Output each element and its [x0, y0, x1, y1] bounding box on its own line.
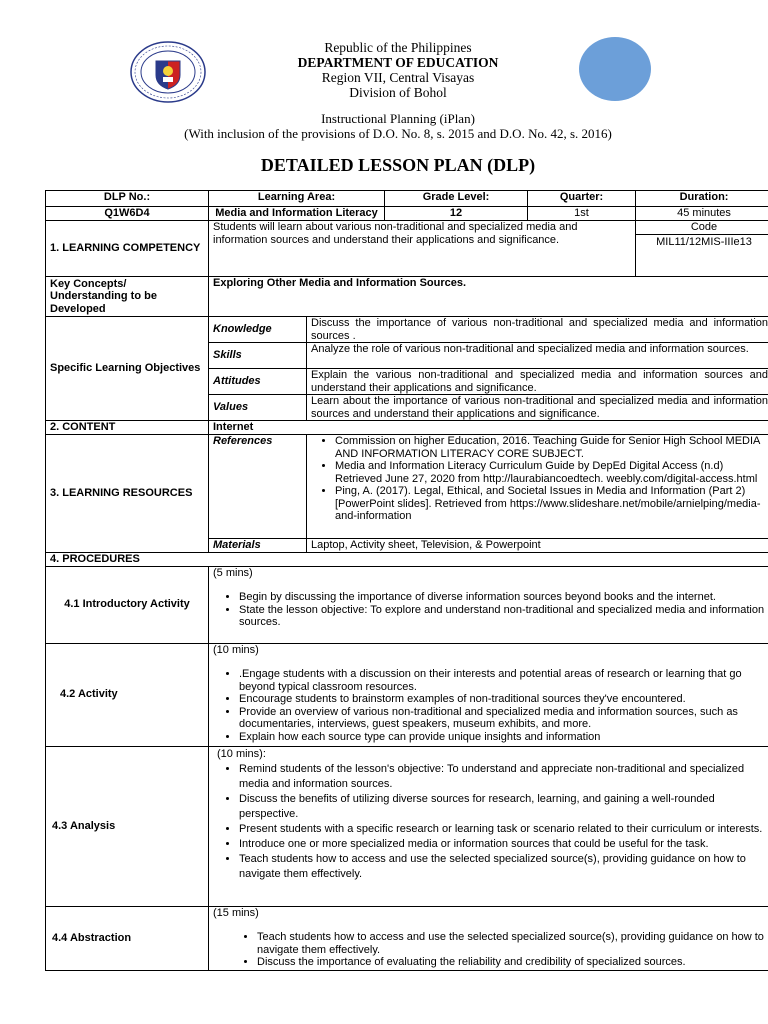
analysis-time: (10 mins):	[217, 747, 266, 760]
objective-knowledge-row	[46, 317, 768, 343]
iplan-block	[0, 112, 768, 141]
list-item: • Present students with a specific research or learning task or scenario related to their curriculum or interests.	[239, 822, 768, 837]
iplan-text: Instructional Planning (iPlan)	[321, 111, 475, 126]
analysis-label: 4.3 Analysis	[46, 746, 209, 906]
competency-code-cell	[636, 221, 768, 277]
dlp-no-value: Q1W6D4	[46, 207, 209, 221]
attitudes-text: Explain the various non-traditional and specialized media and information sources and understand their applications and significance.	[307, 369, 768, 395]
region-text: Region VII, Central Visayas	[321, 70, 475, 85]
key-concepts-text: Exploring Other Media and Information Sources.	[209, 277, 768, 317]
list-item: • Remind students of the lesson's objective: To understand and appreciate non-traditional and specialized media and information sources.	[239, 762, 768, 792]
list-item: • Begin by discussing the importance of diverse information sources beyond books and the internet.	[239, 591, 768, 604]
intro-activity-row	[46, 566, 768, 643]
info-header-row	[46, 191, 768, 207]
attitudes-label: Attitudes	[209, 369, 307, 395]
duration-label: Duration:	[636, 191, 768, 207]
skills-label: Skills	[209, 343, 307, 369]
learning-area-value: Media and Information Literacy	[209, 207, 385, 221]
department-text: DEPARTMENT OF EDUCATION	[297, 55, 499, 70]
procedures-label: 4. PROCEDURES	[46, 552, 768, 566]
competency-label: 1. LEARNING COMPETENCY	[46, 221, 209, 277]
list-item: • Teach students how to access and use the selected specialized source(s), providing guidance on how to navigate them effectively.	[257, 931, 768, 956]
content-row	[46, 421, 768, 435]
activity-row	[46, 643, 768, 746]
list-item: • Introduce one or more specialized media or information sources that could be useful for the task.	[239, 837, 768, 852]
learning-area-label: Learning Area:	[209, 191, 385, 207]
quarter-label: Quarter:	[528, 191, 636, 207]
abstraction-row	[46, 906, 768, 970]
division-text: Division of Bohol	[349, 85, 447, 100]
header-lines	[0, 40, 768, 100]
info-value-row	[46, 207, 768, 221]
values-label: Values	[209, 395, 307, 421]
duration-value: 45 minutes	[636, 207, 768, 221]
key-concepts-label: Key Concepts/ Understanding to be Developed	[46, 277, 209, 317]
content-text: Internet	[209, 421, 768, 435]
values-text: Learn about the importance of various non-traditional and specialized media and information sources and understand their applications and significance.	[307, 395, 768, 421]
reference-item: • Commission on higher Education, 2016. Teaching Guide for Senior High School MEDIA AND INFORMATION LITERACY CORE SUBJECT.	[335, 435, 768, 460]
list-item: • Discuss the importance of evaluating the reliability and credibility of specialized sources.	[257, 956, 768, 969]
competency-text: Students will learn about various non-traditional and specialized media and information sources and understand their applications and significance.	[209, 221, 636, 277]
objectives-label: Specific Learning Objectives	[46, 317, 209, 421]
references-label: References	[209, 435, 307, 539]
reference-item: • Media and Information Literacy Curriculum Guide by DepEd Digital Access (n.d) Retrieved June 27, 2020 from http://laurabiancoedtech. weebly.com/digital-access.html	[335, 460, 768, 485]
list-item: • Explain how each source type can provide unique insights and information	[239, 731, 768, 744]
republic-text: Republic of the Philippines	[324, 40, 472, 55]
content-label: 2. CONTENT	[46, 421, 209, 435]
activity-cell	[209, 643, 768, 746]
activity-time: (10 mins)	[213, 643, 259, 656]
list-item: • Teach students how to access and use the selected specialized source(s), providing guidance on how to navigate them effectively.	[239, 852, 768, 882]
references-cell	[307, 435, 768, 539]
references-row	[46, 435, 768, 539]
page-title: DETAILED LESSON PLAN (DLP)	[260, 155, 536, 175]
grade-level-value: 12	[385, 207, 528, 221]
list-item: • State the lesson objective: To explore and understand non-traditional and specialized media and information sources.	[239, 604, 768, 629]
intro-activity-cell	[209, 566, 768, 643]
grade-level-label: Grade Level:	[385, 191, 528, 207]
activity-list	[213, 668, 768, 743]
competency-row	[46, 221, 768, 277]
knowledge-label: Knowledge	[209, 317, 307, 343]
code-label: Code	[690, 221, 718, 233]
abstraction-label: 4.4 Abstraction	[46, 906, 209, 970]
analysis-cell	[209, 746, 768, 906]
abstraction-cell	[209, 906, 768, 970]
intro-time: (5 mins)	[213, 566, 253, 579]
inclusion-text: (With inclusion of the provisions of D.O. No. 8, s. 2015 and D.O. No. 42, s. 2016)	[184, 125, 612, 141]
analysis-list	[213, 762, 768, 882]
list-item: • Discuss the benefits of utilizing diverse sources for research, learning, and gaining a well-rounded perspective.	[239, 792, 768, 822]
lesson-plan-table	[45, 190, 768, 971]
materials-text: Laptop, Activity sheet, Television, & Powerpoint	[307, 539, 768, 553]
abstraction-list	[213, 931, 768, 969]
activity-label: 4.2 Activity	[46, 643, 209, 746]
analysis-row	[46, 746, 768, 906]
abstraction-time: (15 mins)	[213, 906, 259, 919]
knowledge-text: Discuss the importance of various non-traditional and specialized media and information sources .	[307, 317, 768, 343]
resources-label: 3. LEARNING RESOURCES	[46, 435, 209, 553]
procedures-row	[46, 552, 768, 566]
intro-list	[213, 591, 768, 629]
list-item: • Provide an overview of various non-traditional and specialized media and information sources, such as documentaries, interviews, guest speakers, museum exhibits, and more.	[239, 706, 768, 731]
document-header	[0, 0, 768, 185]
skills-text: Analyze the role of various non-traditional and specialized media and information sources.	[307, 343, 768, 369]
dlp-no-label: DLP No.:	[46, 191, 209, 207]
code-value: MIL11/12MIS-IIIe13	[636, 234, 768, 249]
references-list	[311, 435, 768, 523]
list-item: • Encourage students to brainstorm examples of non-traditional sources they've encountered.	[239, 693, 768, 706]
reference-item: • Ping, A. (2017). Legal, Ethical, and Societal Issues in Media and Information (Part 2) [PowerPoint slides]. Retrieved from https://www.slideshare.net/mobile/arnielping/media-and-information	[335, 485, 768, 523]
list-item: • .Engage students with a discussion on their interests and potential areas of research or learning that go beyond typical classroom resources.	[239, 668, 768, 693]
intro-activity-label: 4.1 Introductory Activity	[46, 566, 209, 643]
materials-label: Materials	[209, 539, 307, 553]
key-concepts-row	[46, 277, 768, 317]
quarter-value: 1st	[528, 207, 636, 221]
